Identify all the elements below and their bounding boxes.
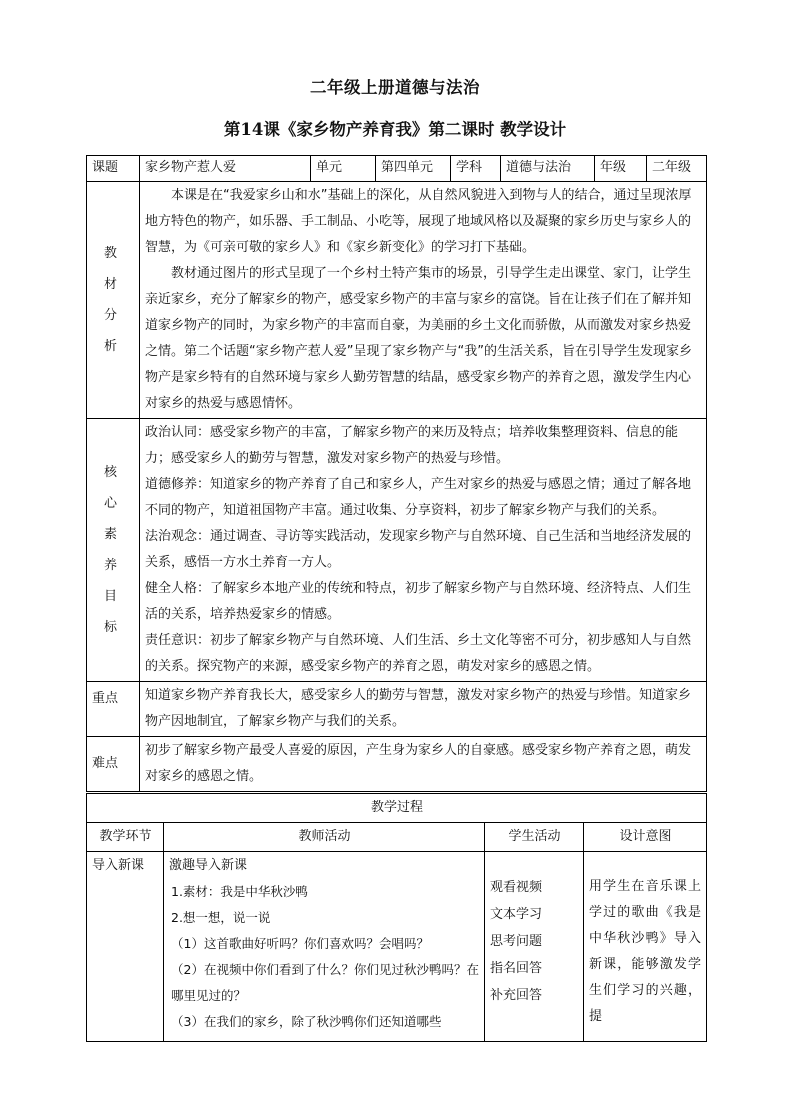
subject-label: 学科: [451, 156, 501, 182]
analysis-label-line2: 分 析: [103, 308, 123, 354]
goal-item: 政治认同：感受家乡物产的丰富，了解家乡物产的来历及特点；培养收集整理资料、信息的能力；感受家乡人的勤劳与智慧，激发对家乡物产的热爱与珍惜。: [145, 425, 679, 466]
header-student: 学生活动: [485, 823, 584, 852]
subject-value: 道德与法治: [501, 156, 595, 182]
student-line: 观看视频: [490, 880, 543, 895]
grade-label: 年级: [595, 156, 647, 182]
goals-label-line2: 素 养: [103, 527, 123, 573]
grade-value: 二年级: [647, 156, 707, 182]
unit-label: 单元: [311, 156, 376, 182]
header-step: 教学环节: [87, 823, 164, 852]
goals-content: [140, 419, 707, 682]
teacher-line: 1.素材：我是中华秋沙鸭: [171, 884, 308, 899]
header-row: [87, 156, 707, 182]
analysis-label: [87, 182, 140, 419]
process-row: [87, 852, 707, 1042]
teacher-line: （2）在视频中你们看到了什么？你们见过秋沙鸭吗？在哪里见过的？: [171, 962, 479, 1003]
step-name: 导入新课: [87, 852, 164, 1042]
goals-row: [87, 419, 707, 682]
difficult-points-text: 初步了解家乡物产最受人喜爱的原因，产生身为家乡人的自豪感。感受家乡物产养育之恩，萌发对家乡的感恩之情。: [140, 737, 707, 792]
analysis-paragraph: 本课是在“我爱家乡山和水”基础上的深化，从自然风貌进入到物与人的结合，通过呈现浓厚地方特色的物产，如乐器、手工制品、小吃等，展现了地域风格以及凝聚的家乡历史与家乡人的智慧，为《可亲可敬的家乡人》和《家乡新变化》的学习打下基础。: [145, 188, 692, 255]
teacher-activity: [164, 852, 485, 1042]
goal-item: 健全人格：了解家乡本地产业的传统和特点，初步了解家乡物产与自然环境、经济特点、人们生活的关系，培养热爱家乡的情感。: [145, 581, 692, 622]
goal-item: 道德修养：知道家乡的物产养育了自己和家乡人，产生对家乡的热爱与感恩之情；通过了解各地不同的物产，知道祖国物产丰富。通过收集、分享资料，初步了解家乡物产与我们的关系。: [145, 477, 692, 518]
teacher-line: （3）在我们的家乡，除了秋沙鸭你们还知道哪些: [171, 1014, 442, 1029]
lesson-info-table: [86, 155, 707, 792]
goal-item: 责任意识：初步了解家乡物产与自然环境、人们生活、乡土文化等密不可分，初步感知人与自然的关系。探究物产的来源，感受家乡物产的养育之恩，萌发对家乡的感恩之情。: [145, 633, 692, 674]
goals-label-line3: 目 标: [103, 589, 123, 635]
teaching-process-table: [86, 793, 707, 1042]
teacher-heading: 激趣导入新课: [169, 858, 248, 873]
key-points-row: [87, 682, 707, 737]
student-line: 思考问题: [490, 934, 543, 949]
teacher-line: 2.想一想，说一说: [171, 910, 271, 925]
analysis-paragraph: 教材通过图片的形式呈现了一个乡村土特产集市的场景，引导学生走出课堂、家门，让学生亲近家乡，充分了解家乡的物产，感受家乡物产的丰富与家乡的富饶。旨在让孩子们在了解并知道家乡物产的同时，为家乡物产的丰富而自豪，为美丽的乡土文化而骄傲，从而激发对家乡热爱之情。第二个话题“家乡物产惹人爱”呈现了家乡物产与“我”的生活关系，旨在引导学生发现家乡物产是家乡特有的自然环境与家乡人勤劳智慧的结晶，感受家乡物产的养育之恩，激发学生内心对家乡的热爱与感恩情怀。: [145, 266, 692, 411]
goals-label: [87, 419, 140, 682]
goals-label-line1: 核 心: [103, 465, 123, 511]
process-title-row: [87, 794, 707, 823]
lesson-title: 第14课《家乡物产养育我》第二课时 教学设计: [223, 120, 567, 139]
key-points-text: 知道家乡物产养育我长大，感受家乡人的勤劳与智慧，激发对家乡物产的热爱与珍惜。知道家乡物产因地制宜，了解家乡物产与我们的关系。: [140, 682, 707, 737]
topic-label: 课题: [87, 156, 140, 182]
student-line: 补充回答: [490, 988, 543, 1003]
analysis-content: [140, 182, 707, 419]
header-intent: 设计意图: [584, 823, 707, 852]
key-points-label: 重点: [87, 682, 140, 737]
design-intent: 用学生在音乐课上学过的歌曲《我是中华秋沙鸭》导入新课，能够激发学生们学习的兴趣，提: [584, 852, 707, 1042]
analysis-label-line1: 教 材: [103, 246, 123, 292]
process-title: 教学过程: [87, 794, 707, 823]
goal-item: 法治观念：通过调查、寻访等实践活动，发现家乡物产与自然环境、自己生活和当地经济发展的关系，感悟一方水土养育一方人。: [145, 529, 692, 570]
process-header-row: [87, 823, 707, 852]
student-line: 指名回答: [490, 961, 543, 976]
difficult-points-row: [87, 737, 707, 792]
unit-value: 第四单元: [376, 156, 451, 182]
difficult-points-label: 难点: [87, 737, 140, 792]
analysis-row: [87, 182, 707, 419]
teacher-line: （1）这首歌曲好听吗？你们喜欢吗？会唱吗？: [171, 936, 429, 951]
document-title: 二年级上册道德与法治: [310, 78, 480, 97]
student-activity: [485, 852, 584, 1042]
student-line: 文本学习: [490, 907, 543, 922]
header-teacher: 教师活动: [164, 823, 485, 852]
topic-value: 家乡物产惹人爱: [140, 156, 311, 182]
